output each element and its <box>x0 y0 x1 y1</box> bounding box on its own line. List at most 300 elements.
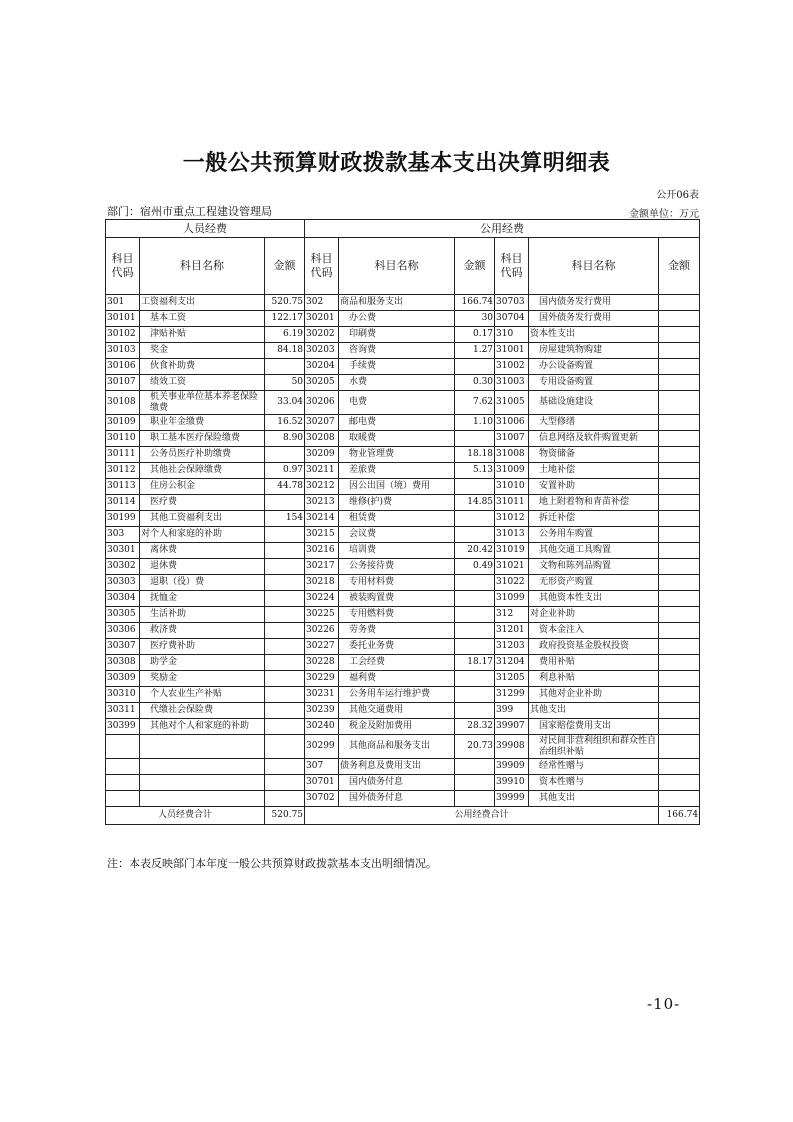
table-row <box>106 735 700 759</box>
cell-amount <box>455 639 495 655</box>
cell-name: 职工基本医疗保险缴费 <box>140 431 265 447</box>
cell-amount <box>455 607 495 623</box>
cell-code: 30702 <box>305 791 339 807</box>
cell-code <box>106 791 140 807</box>
cell-amount: 1.27 <box>455 343 495 359</box>
cell-amount: 84.18 <box>265 343 305 359</box>
cell-name: 物资储备 <box>529 447 659 463</box>
cell-name: 商品和服务支出 <box>339 295 455 311</box>
cell-code <box>106 775 140 791</box>
cell-name: 其他支出 <box>529 791 659 807</box>
cell-code: 30399 <box>106 719 140 735</box>
col-header-code: 科目代码 <box>495 238 529 295</box>
cell-name: 对个人和家庭的补助 <box>140 527 265 543</box>
cell-amount <box>659 447 700 463</box>
table-row <box>106 791 700 807</box>
table-row <box>106 719 700 735</box>
cell-name: 对企业补助 <box>529 607 659 623</box>
cell-code: 31019 <box>495 543 529 559</box>
cell-code: 30310 <box>106 687 140 703</box>
cell-amount <box>659 703 700 719</box>
cell-code: 31013 <box>495 527 529 543</box>
personnel-group-header: 人员经费 <box>106 220 305 238</box>
cell-code: 30704 <box>495 311 529 327</box>
table-row <box>106 343 700 359</box>
cell-code: 31001 <box>495 343 529 359</box>
cell-name: 国内债务付息 <box>339 775 455 791</box>
cell-name: 费用补贴 <box>529 655 659 671</box>
cell-amount: 5.13 <box>455 463 495 479</box>
cell-code: 30306 <box>106 623 140 639</box>
cell-amount <box>455 575 495 591</box>
cell-amount <box>659 623 700 639</box>
cell-amount <box>265 495 305 511</box>
cell-name: 福利费 <box>339 671 455 687</box>
cell-amount: 44.78 <box>265 479 305 495</box>
cell-code: 30305 <box>106 607 140 623</box>
cell-code: 30114 <box>106 495 140 511</box>
cell-code: 31010 <box>495 479 529 495</box>
table-row <box>106 431 700 447</box>
cell-name: 其他交通费用 <box>339 703 455 719</box>
cell-name: 医疗费 <box>140 495 265 511</box>
cell-code: 30224 <box>305 591 339 607</box>
cell-amount <box>659 775 700 791</box>
cell-name: 机关事业单位基本养老保险缴费 <box>140 391 265 415</box>
col-header-amount: 金额 <box>659 238 700 295</box>
cell-code: 30217 <box>305 559 339 575</box>
cell-name: 其他对个人和家庭的补助 <box>140 719 265 735</box>
cell-name: 工资福利支出 <box>140 295 265 311</box>
cell-name: 取暖费 <box>339 431 455 447</box>
table-row <box>106 495 700 511</box>
cell-amount <box>659 655 700 671</box>
cell-amount <box>659 671 700 687</box>
cell-name: 邮电费 <box>339 415 455 431</box>
table-row <box>106 511 700 527</box>
cell-code: 310 <box>495 327 529 343</box>
cell-amount: 20.42 <box>455 543 495 559</box>
cell-name: 专用燃料费 <box>339 607 455 623</box>
cell-name: 其他商品和服务支出 <box>339 735 455 759</box>
cell-amount <box>265 639 305 655</box>
cell-amount: 0.97 <box>265 463 305 479</box>
cell-name: 地上附着物和青苗补偿 <box>529 495 659 511</box>
cell-code: 312 <box>495 607 529 623</box>
cell-name: 其他社会保障缴费 <box>140 463 265 479</box>
cell-amount <box>659 759 700 775</box>
cell-amount <box>265 543 305 559</box>
cell-code: 30701 <box>305 775 339 791</box>
cell-amount: 1.10 <box>455 415 495 431</box>
col-header-amount: 金额 <box>265 238 305 295</box>
cell-code: 30108 <box>106 391 140 415</box>
cell-name: 奖励金 <box>140 671 265 687</box>
cell-code: 30301 <box>106 543 140 559</box>
table-row <box>106 415 700 431</box>
cell-code: 30218 <box>305 575 339 591</box>
table-row <box>106 527 700 543</box>
cell-name: 办公费 <box>339 311 455 327</box>
cell-code: 30109 <box>106 415 140 431</box>
cell-amount <box>659 415 700 431</box>
cell-name: 维修(护)费 <box>339 495 455 511</box>
cell-amount <box>265 735 305 759</box>
col-header-amount: 金额 <box>455 238 495 295</box>
cell-code: 30107 <box>106 375 140 391</box>
table-row <box>106 703 700 719</box>
cell-name: 其他支出 <box>529 703 659 719</box>
cell-amount <box>265 575 305 591</box>
cell-name: 房屋建筑物购建 <box>529 343 659 359</box>
cell-code: 31021 <box>495 559 529 575</box>
cell-amount <box>659 719 700 735</box>
cell-code: 30228 <box>305 655 339 671</box>
cell-code: 301 <box>106 295 140 311</box>
cell-code: 302 <box>305 295 339 311</box>
cell-amount: 7.62 <box>455 391 495 415</box>
table-row <box>106 311 700 327</box>
cell-code: 30102 <box>106 327 140 343</box>
cell-code: 30212 <box>305 479 339 495</box>
cell-amount <box>455 703 495 719</box>
cell-code: 39909 <box>495 759 529 775</box>
cell-name: 退休费 <box>140 559 265 575</box>
cell-code: 31203 <box>495 639 529 655</box>
cell-amount <box>659 311 700 327</box>
cell-name: 信息网络及软件购置更新 <box>529 431 659 447</box>
cell-amount <box>265 655 305 671</box>
cell-amount <box>265 359 305 375</box>
cell-amount <box>659 607 700 623</box>
cell-name: 其他工资福利支出 <box>140 511 265 527</box>
table-row <box>106 655 700 671</box>
cell-code: 30231 <box>305 687 339 703</box>
cell-name <box>140 775 265 791</box>
cell-amount <box>659 687 700 703</box>
table-row <box>106 575 700 591</box>
cell-name: 基本工资 <box>140 311 265 327</box>
cell-code: 30303 <box>106 575 140 591</box>
cell-amount <box>265 759 305 775</box>
cell-amount: 122.17 <box>265 311 305 327</box>
cell-code: 31022 <box>495 575 529 591</box>
cell-name: 代缴社会保险费 <box>140 703 265 719</box>
department-label: 部门：宿州市重点工程建设管理局 <box>107 205 272 218</box>
public-group-header: 公用经费 <box>305 220 700 238</box>
cell-amount: 33.04 <box>265 391 305 415</box>
table-row <box>106 447 700 463</box>
cell-code: 30239 <box>305 703 339 719</box>
cell-amount: 520.75 <box>265 295 305 311</box>
cell-name: 资本金注入 <box>529 623 659 639</box>
table-row <box>106 687 700 703</box>
cell-code: 30299 <box>305 735 339 759</box>
cell-amount: 154 <box>265 511 305 527</box>
cell-code: 30209 <box>305 447 339 463</box>
cell-name: 利息补贴 <box>529 671 659 687</box>
table-row <box>106 671 700 687</box>
cell-code: 30213 <box>305 495 339 511</box>
cell-name: 被装购置费 <box>339 591 455 607</box>
cell-code: 39999 <box>495 791 529 807</box>
cell-code: 30199 <box>106 511 140 527</box>
cell-name: 国内债务发行费用 <box>529 295 659 311</box>
cell-code: 31201 <box>495 623 529 639</box>
cell-amount: 6.19 <box>265 327 305 343</box>
cell-code: 30201 <box>305 311 339 327</box>
cell-code: 31008 <box>495 447 529 463</box>
table-row <box>106 463 700 479</box>
cell-amount: 50 <box>265 375 305 391</box>
page-title: 一般公共预算财政拨款基本支出决算明细表 <box>182 150 611 176</box>
cell-code: 30215 <box>305 527 339 543</box>
cell-name: 助学金 <box>140 655 265 671</box>
cell-amount <box>659 511 700 527</box>
cell-amount <box>659 495 700 511</box>
public-total-value: 166.74 <box>659 807 700 825</box>
cell-code: 303 <box>106 527 140 543</box>
cell-amount <box>659 431 700 447</box>
cell-amount <box>659 479 700 495</box>
cell-name: 其他对企业补助 <box>529 687 659 703</box>
cell-amount <box>265 607 305 623</box>
cell-name: 资本性赠与 <box>529 775 659 791</box>
cell-name: 公务员医疗补助缴费 <box>140 447 265 463</box>
cell-name: 公务用车购置 <box>529 527 659 543</box>
cell-name: 政府投资基金股权投资 <box>529 639 659 655</box>
cell-amount <box>659 463 700 479</box>
cell-code: 30110 <box>106 431 140 447</box>
cell-name: 离休费 <box>140 543 265 559</box>
cell-code: 30112 <box>106 463 140 479</box>
footnote: 注：本表反映部门本年度一般公共预算财政拨款基本支出明细情况。 <box>107 857 437 870</box>
cell-name: 手续费 <box>339 359 455 375</box>
cell-name: 委托业务费 <box>339 639 455 655</box>
cell-name: 抚恤金 <box>140 591 265 607</box>
page-number: -10- <box>647 995 681 1013</box>
cell-name: 资本性支出 <box>529 327 659 343</box>
cell-name: 印刷费 <box>339 327 455 343</box>
cell-code: 30214 <box>305 511 339 527</box>
cell-code: 31009 <box>495 463 529 479</box>
cell-name: 救济费 <box>140 623 265 639</box>
cell-amount <box>455 359 495 375</box>
table-row <box>106 639 700 655</box>
cell-name: 公务接待费 <box>339 559 455 575</box>
cell-code: 307 <box>305 759 339 775</box>
cell-code: 31099 <box>495 591 529 607</box>
cell-amount: 14.85 <box>455 495 495 511</box>
cell-amount <box>659 735 700 759</box>
cell-name: 国外债务发行费用 <box>529 311 659 327</box>
cell-code: 31011 <box>495 495 529 511</box>
cell-code: 31005 <box>495 391 529 415</box>
expenditure-table <box>105 219 700 825</box>
cell-code: 31003 <box>495 375 529 391</box>
cell-amount: 166.74 <box>455 295 495 311</box>
cell-name: 住房公积金 <box>140 479 265 495</box>
cell-code: 30311 <box>106 703 140 719</box>
cell-name: 物业管理费 <box>339 447 455 463</box>
cell-name: 工会经费 <box>339 655 455 671</box>
cell-name: 职业年金缴费 <box>140 415 265 431</box>
col-header-code: 科目代码 <box>106 238 140 295</box>
cell-code: 31204 <box>495 655 529 671</box>
cell-name: 伙食补助费 <box>140 359 265 375</box>
col-header-code: 科目代码 <box>305 238 339 295</box>
cell-amount <box>265 791 305 807</box>
cell-name: 因公出国（境）费用 <box>339 479 455 495</box>
cell-name <box>140 759 265 775</box>
cell-amount <box>455 479 495 495</box>
cell-code: 30240 <box>305 719 339 735</box>
cell-amount <box>659 591 700 607</box>
cell-code: 30113 <box>106 479 140 495</box>
cell-name: 拆迁补偿 <box>529 511 659 527</box>
cell-amount <box>659 575 700 591</box>
cell-name: 租赁费 <box>339 511 455 527</box>
cell-name: 津贴补贴 <box>140 327 265 343</box>
cell-code: 30308 <box>106 655 140 671</box>
cell-amount <box>265 591 305 607</box>
cell-amount: 0.49 <box>455 559 495 575</box>
cell-amount <box>455 759 495 775</box>
cell-amount <box>265 527 305 543</box>
cell-code: 30309 <box>106 671 140 687</box>
cell-name: 大型修缮 <box>529 415 659 431</box>
group-header-row <box>106 220 700 238</box>
cell-code: 31006 <box>495 415 529 431</box>
cell-code: 30204 <box>305 359 339 375</box>
cell-name: 其他资本性支出 <box>529 591 659 607</box>
cell-amount <box>455 791 495 807</box>
col-header-name: 科目名称 <box>339 238 455 295</box>
col-header-name: 科目名称 <box>529 238 659 295</box>
amount-unit-label: 金额单位：万元 <box>629 209 699 220</box>
table-row <box>106 543 700 559</box>
table-row <box>106 327 700 343</box>
cell-code: 30205 <box>305 375 339 391</box>
cell-amount <box>265 687 305 703</box>
col-header-name: 科目名称 <box>140 238 265 295</box>
cell-amount: 0.30 <box>455 375 495 391</box>
cell-amount <box>455 671 495 687</box>
cell-amount <box>265 559 305 575</box>
cell-amount <box>455 687 495 703</box>
cell-amount: 16.52 <box>265 415 305 431</box>
cell-code: 30111 <box>106 447 140 463</box>
cell-name: 基础设施建设 <box>529 391 659 415</box>
cell-amount <box>659 343 700 359</box>
cell-name: 奖金 <box>140 343 265 359</box>
table-row <box>106 479 700 495</box>
cell-amount <box>455 527 495 543</box>
cell-name: 生活补助 <box>140 607 265 623</box>
cell-code: 30304 <box>106 591 140 607</box>
column-header-row <box>106 238 700 295</box>
cell-code: 30227 <box>305 639 339 655</box>
cell-name <box>140 735 265 759</box>
personnel-total-label: 人员经费合计 <box>106 807 265 825</box>
table-row <box>106 391 700 415</box>
cell-amount: 18.18 <box>455 447 495 463</box>
cell-code: 30206 <box>305 391 339 415</box>
cell-amount <box>659 543 700 559</box>
cell-code: 39907 <box>495 719 529 735</box>
table-row <box>106 375 700 391</box>
cell-code: 30208 <box>305 431 339 447</box>
cell-name: 专用设备购置 <box>529 375 659 391</box>
cell-name: 土地补偿 <box>529 463 659 479</box>
cell-name: 个人农业生产补贴 <box>140 687 265 703</box>
cell-amount <box>455 623 495 639</box>
cell-amount <box>659 359 700 375</box>
cell-name: 国家赔偿费用支出 <box>529 719 659 735</box>
cell-name: 其他交通工具购置 <box>529 543 659 559</box>
cell-amount <box>455 591 495 607</box>
table-row <box>106 759 700 775</box>
cell-amount <box>455 775 495 791</box>
table-row <box>106 559 700 575</box>
table-row <box>106 623 700 639</box>
table-row <box>106 359 700 375</box>
cell-code: 39910 <box>495 775 529 791</box>
cell-amount: 18.17 <box>455 655 495 671</box>
cell-code: 399 <box>495 703 529 719</box>
cell-code: 30103 <box>106 343 140 359</box>
cell-amount <box>659 295 700 311</box>
cell-amount <box>659 327 700 343</box>
cell-amount <box>659 391 700 415</box>
cell-name: 税金及附加费用 <box>339 719 455 735</box>
cell-amount <box>265 775 305 791</box>
cell-name: 经常性赠与 <box>529 759 659 775</box>
cell-name: 咨询费 <box>339 343 455 359</box>
cell-name: 公务用车运行维护费 <box>339 687 455 703</box>
cell-code: 30106 <box>106 359 140 375</box>
cell-code: 31007 <box>495 431 529 447</box>
cell-code: 30307 <box>106 639 140 655</box>
cell-amount <box>265 719 305 735</box>
cell-amount <box>659 639 700 655</box>
cell-code: 30229 <box>305 671 339 687</box>
table-row <box>106 295 700 311</box>
cell-amount <box>265 447 305 463</box>
cell-name: 退职（役）费 <box>140 575 265 591</box>
cell-name: 电费 <box>339 391 455 415</box>
cell-name: 水费 <box>339 375 455 391</box>
personnel-total-value: 520.75 <box>265 807 305 825</box>
cell-amount <box>659 375 700 391</box>
cell-amount: 8.90 <box>265 431 305 447</box>
cell-amount <box>455 431 495 447</box>
cell-amount <box>455 511 495 527</box>
cell-code: 30203 <box>305 343 339 359</box>
cell-name: 办公设备购置 <box>529 359 659 375</box>
cell-name: 安置补助 <box>529 479 659 495</box>
cell-code: 30207 <box>305 415 339 431</box>
cell-amount: 30 <box>455 311 495 327</box>
cell-code: 30302 <box>106 559 140 575</box>
cell-amount <box>659 791 700 807</box>
public-total-label: 公用经费合计 <box>305 807 659 825</box>
cell-name: 医疗费补助 <box>140 639 265 655</box>
cell-code: 30216 <box>305 543 339 559</box>
table-row <box>106 591 700 607</box>
cell-amount <box>265 703 305 719</box>
cell-code <box>106 759 140 775</box>
